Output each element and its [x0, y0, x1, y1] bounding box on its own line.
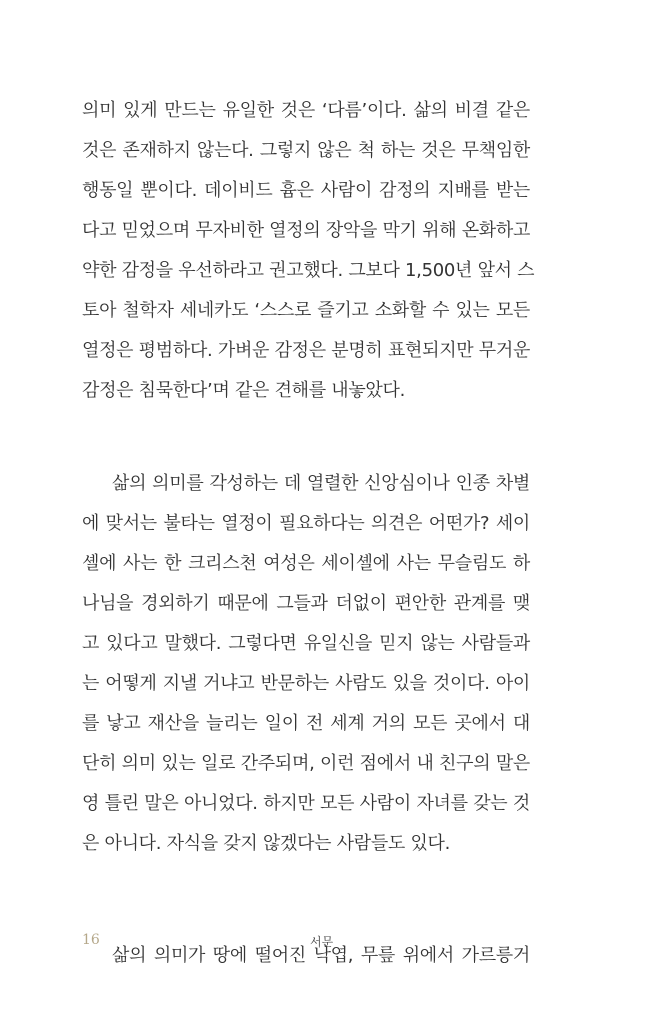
text-line: 다고 믿었으며 무자비한 열정의 장악을 막기 위해 온화하고: [82, 220, 531, 241]
page-footer: [82, 932, 530, 956]
paragraph-spacer: [82, 411, 530, 464]
text-line: 감정은 침묵한다’며 같은 견해를 내놓았다.: [82, 380, 406, 401]
text-line: 삶의 의미를 각성하는 데 열렬한 신앙심이나 인종 차별: [112, 473, 530, 494]
text-line: 고 있다고 말했다. 그렇다면 유일신을 믿지 않는 사람들과: [82, 633, 530, 654]
paragraph-2: [82, 464, 530, 864]
paragraph-1: [82, 91, 535, 411]
text-line: 는 어떻게 지낼 거냐고 반문하는 사람도 있을 것이다. 아이: [82, 673, 530, 694]
text-line: 단히 의미 있는 일로 간주되며, 이런 점에서 내 친구의 말은: [82, 753, 530, 774]
text-line: 의미 있게 만드는 유일한 것은 ‘다름’이다. 삶의 비결 같은: [82, 100, 530, 121]
text-line: 행동일 뿐이다. 데이비드 흄은 사람이 감정의 지배를 받는: [82, 180, 530, 201]
page-body: [82, 91, 535, 976]
text-line: 나님을 경외하기 때문에 그들과 더없이 편안한 관계를 맺: [82, 593, 530, 614]
text-line: 열정은 평범하다. 가벼운 감정은 분명히 표현되지만 무거운: [82, 340, 531, 361]
text-line: 를 낳고 재산을 늘리는 일이 전 세계 거의 모든 곳에서 대: [82, 713, 530, 734]
text-line: 영 틀린 말은 아니었다. 하지만 모든 사람이 자녀를 갖는 것: [82, 793, 530, 814]
paragraph-spacer: [82, 864, 530, 936]
text-line: 셸에 사는 한 크리스천 여성은 세이셸에 사는 무슬림도 하: [82, 553, 530, 574]
text-line: 것은 존재하지 않는다. 그렇지 않은 척 하는 것은 무책임한: [82, 140, 530, 161]
text-line: 삶의 의미가 땅에 떨어진 낙엽, 무릎 위에서 가르릉거: [112, 945, 530, 966]
text-line: 에 맞서는 불타는 열정이 필요하다는 의견은 어떤가? 세이: [82, 513, 530, 534]
running-head: 서문: [310, 935, 334, 949]
text-line: 약한 감정을 우선하라고 권고했다. 그보다 1,500년 앞서 스: [82, 260, 535, 281]
text-line: 은 아니다. 자식을 갖지 않겠다는 사람들도 있다.: [82, 833, 451, 854]
text-line: 토아 철학자 세네카도 ‘스스로 즐기고 소화할 수 있는 모든: [82, 300, 530, 321]
page-number: 16: [82, 932, 100, 948]
